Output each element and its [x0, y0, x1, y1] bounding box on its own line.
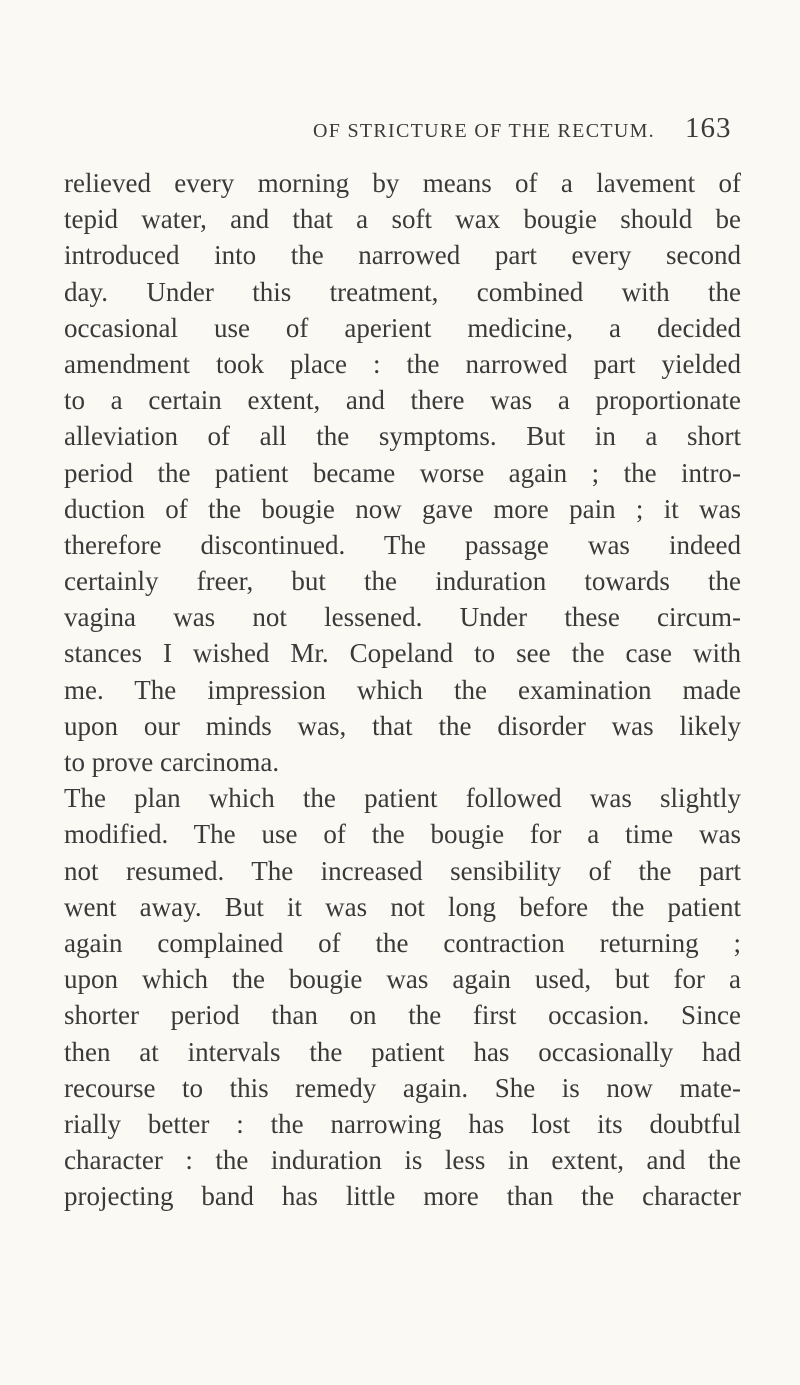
text-line: upon which the bougie was again used, but for a	[64, 964, 741, 995]
text-line: modified. The use of the bougie for a time was	[64, 819, 741, 850]
text-line: introduced into the narrowed part every second	[64, 240, 741, 271]
text-line: not resumed. The increased sensibility of the part	[64, 855, 741, 886]
text-line: projecting band has little more than the character	[64, 1181, 741, 1212]
text-line: amendment took place : the narrowed part yielded	[64, 348, 741, 379]
text-line: certainly freer, but the induration towards the	[64, 566, 741, 597]
text-line: therefore discontinued. The passage was indeed	[64, 529, 741, 560]
text-line: rially better : the narrowing has lost its doubtful	[64, 1108, 741, 1139]
paragraph-start-line: The plan which the patient followed was slightly	[64, 783, 741, 814]
text-line: to a certain extent, and there was a proportionate	[64, 385, 741, 416]
text-line: shorter period than on the first occasion. Since	[64, 1000, 741, 1031]
text-line: stances I wished Mr. Copeland to see the case with	[64, 638, 741, 669]
paragraph-end-line: to prove carcinoma.	[64, 747, 280, 777]
text-line: me. The impression which the examination made	[64, 674, 741, 705]
text-line: relieved every morning by means of a lavement of	[64, 168, 741, 198]
text-line: occasional use of aperient medicine, a decided	[64, 312, 741, 343]
text-line: vagina was not lessened. Under these circum-	[64, 602, 741, 633]
text-line: day. Under this treatment, combined with the	[64, 276, 741, 307]
running-head	[0, 112, 800, 152]
text-line: again complained of the contraction returning ;	[64, 927, 741, 958]
body-text	[64, 165, 741, 1214]
text-line: went away. But it was not long before the patient	[64, 891, 741, 922]
text-line: recourse to this remedy again. She is now mate-	[64, 1072, 741, 1103]
text-line: upon our minds was, that the disorder was likely	[64, 710, 741, 741]
running-title: OF STRICTURE OF THE RECTUM.	[313, 120, 655, 142]
page-number: 163	[685, 112, 732, 144]
text-line: alleviation of all the symptoms. But in a short	[64, 421, 741, 452]
text-line: duction of the bougie now gave more pain ; it was	[64, 493, 741, 524]
text-line: period the patient became worse again ; the intro-	[64, 457, 741, 488]
text-line: character : the induration is less in extent, and the	[64, 1145, 741, 1176]
text-line: tepid water, and that a soft wax bougie should be	[64, 204, 741, 235]
text-line: then at intervals the patient has occasionally had	[64, 1036, 741, 1067]
